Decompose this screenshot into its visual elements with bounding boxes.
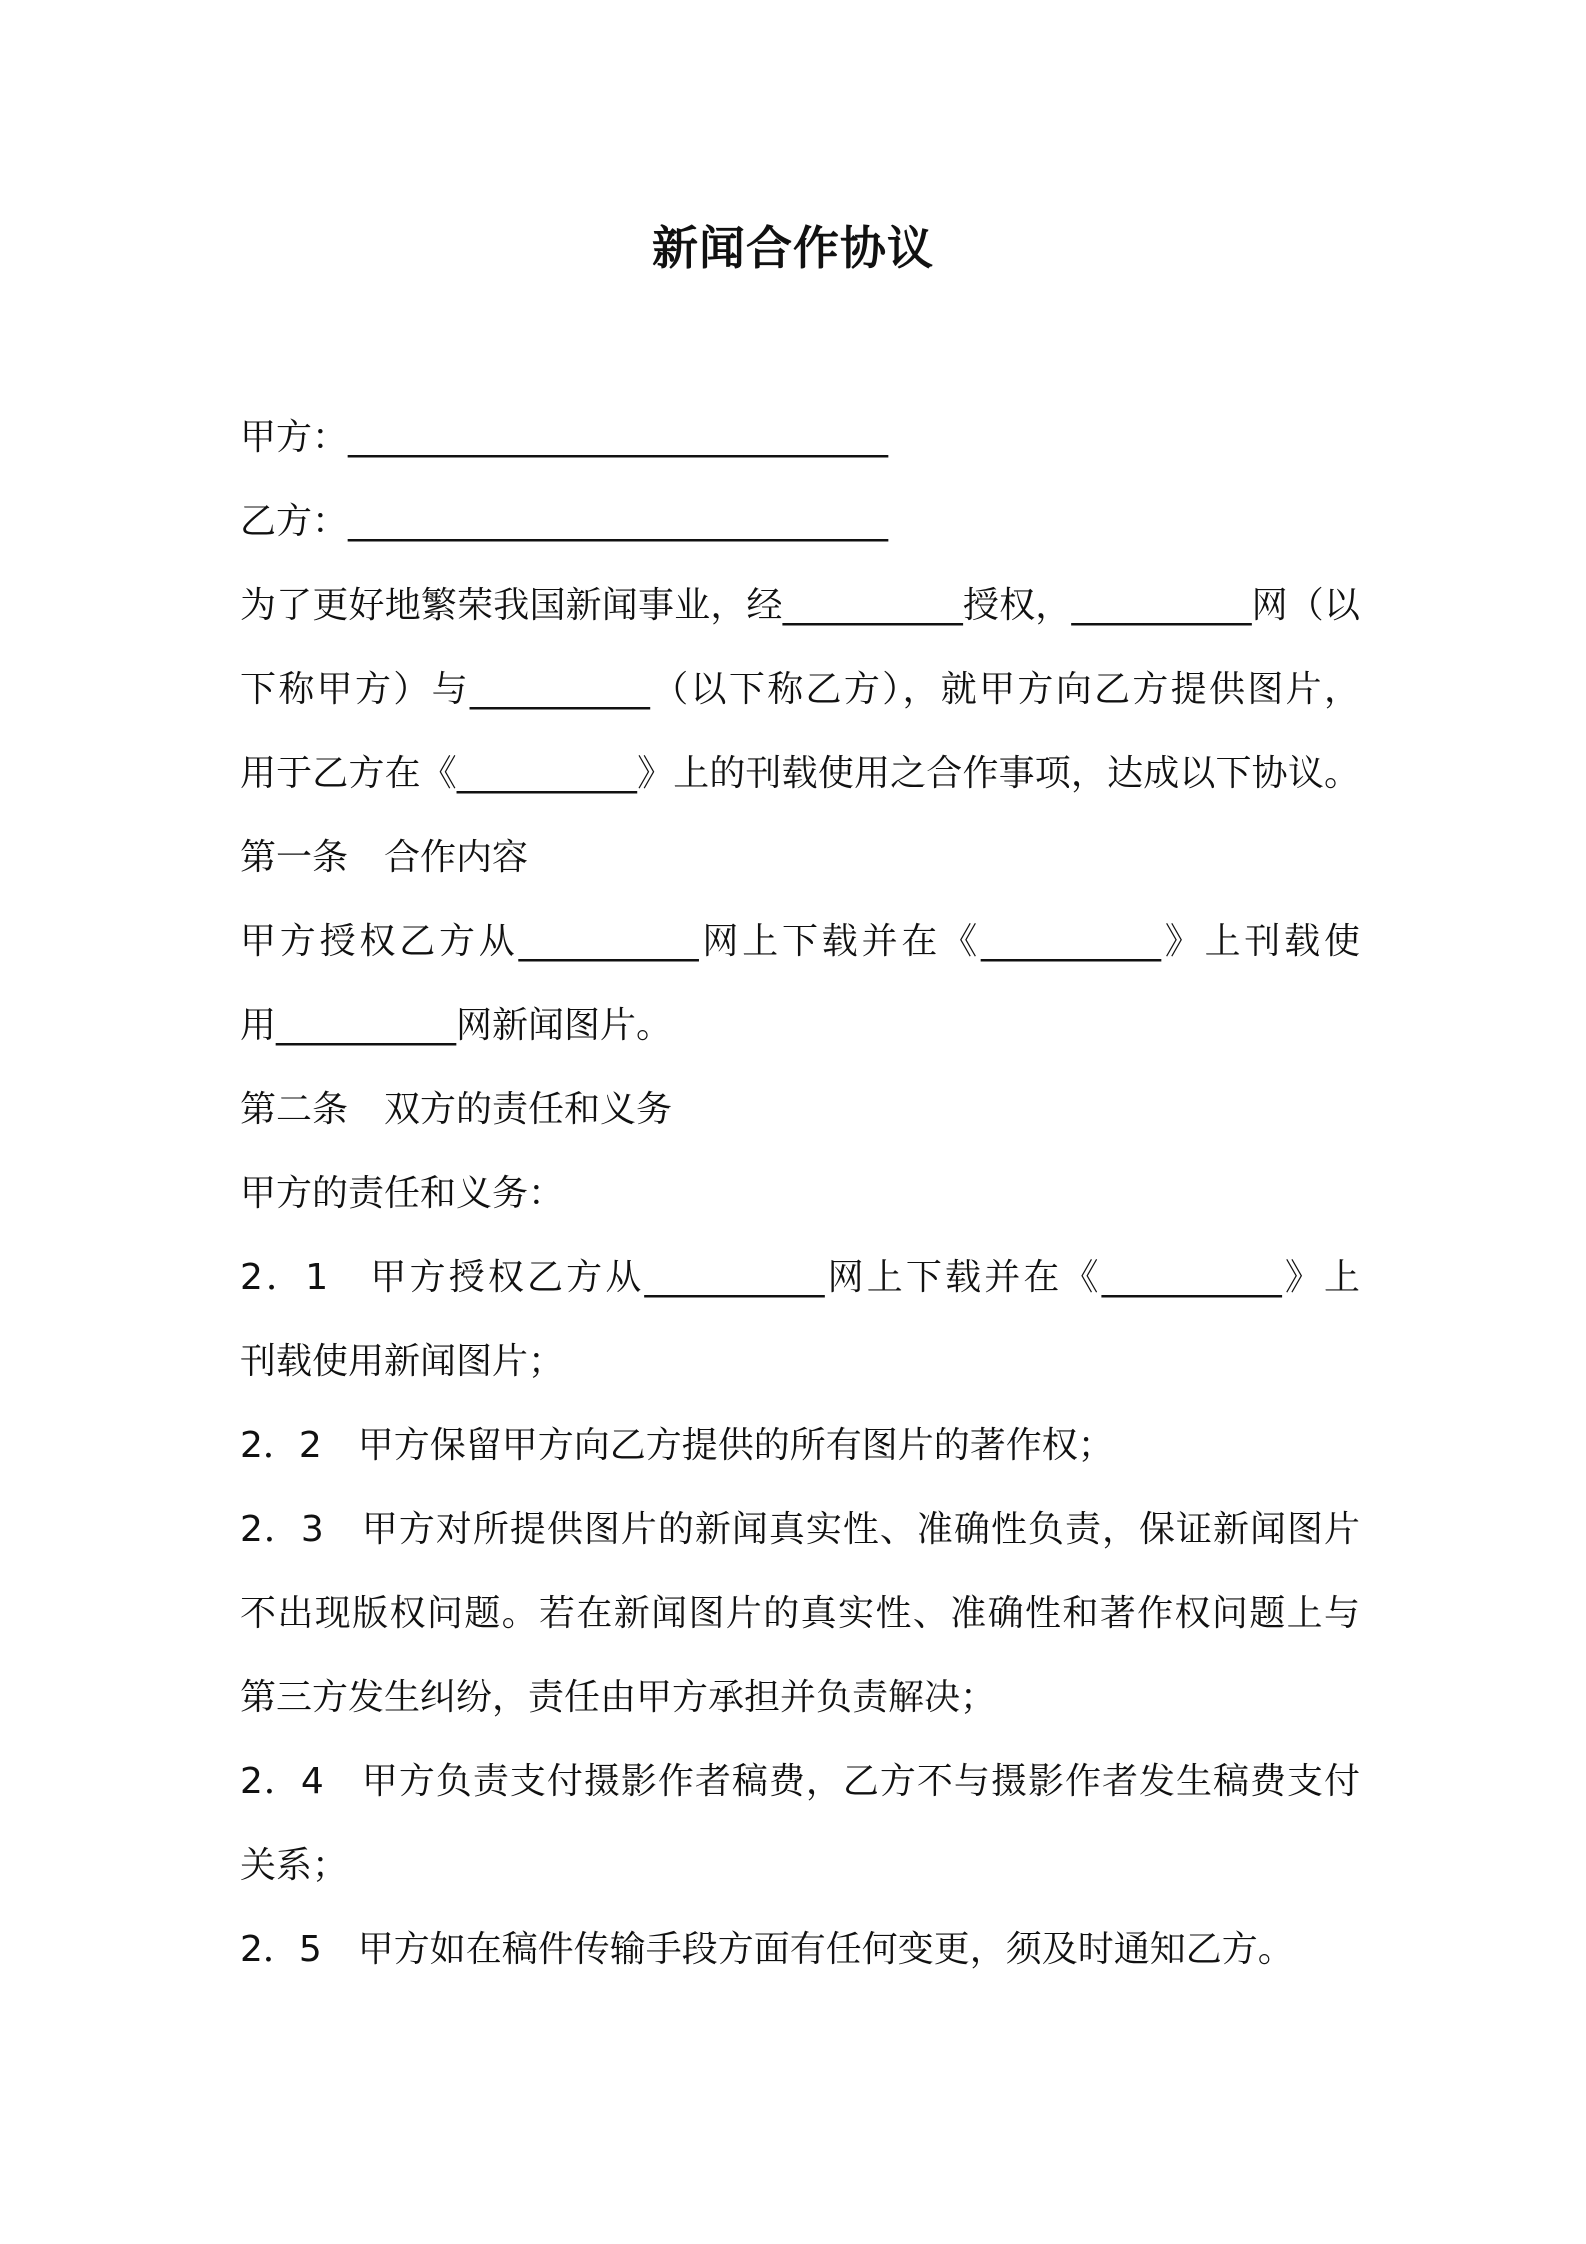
article-2-heading: 第二条 双方的责任和义务 [240, 1089, 673, 1130]
article-1-line-1: 甲方授权乙方从__________网上下载并在《__________》上刊载使 [240, 921, 1360, 962]
intro-line-1: 为了更好地繁荣我国新闻事业，经__________授权，__________网（以 [240, 585, 1360, 626]
article-1-heading: 第一条 合作内容 [240, 837, 529, 878]
clause-2-4-line-1: 2．4 甲方负责支付摄影作者稿费，乙方不与摄影作者发生稿费支付 [240, 1761, 1360, 1802]
article-1-line-2: 用__________网新闻图片。 [240, 1005, 673, 1046]
clause-2-4-line-2: 关系； [240, 1845, 349, 1886]
clause-2-3-line-3: 第三方发生纠纷，责任由甲方承担并负责解决； [240, 1677, 997, 1718]
clause-2-5: 2．5 甲方如在稿件传输手段方面有任何变更，须及时通知乙方。 [240, 1929, 1294, 1970]
clause-2-2: 2．2 甲方保留甲方向乙方提供的所有图片的著作权； [240, 1425, 1114, 1466]
document-title: 新闻合作协议 [652, 221, 934, 275]
party-a-duties-heading: 甲方的责任和义务： [240, 1173, 565, 1214]
clause-2-3-line-1: 2．3 甲方对所提供图片的新闻真实性、准确性负责，保证新闻图片 [240, 1509, 1360, 1550]
clause-2-3-line-2: 不出现版权问题。若在新闻图片的真实性、准确性和著作权问题上与 [240, 1593, 1360, 1634]
party-b-line: 乙方：______________________________ [240, 501, 889, 542]
intro-line-3: 用于乙方在《__________》上的刊载使用之合作事项，达成以下协议。 [240, 753, 1360, 794]
intro-line-2: 下称甲方）与__________（以下称乙方），就甲方向乙方提供图片， [240, 669, 1360, 710]
clause-2-1-line-2: 刊载使用新闻图片； [240, 1341, 565, 1382]
clause-2-1-line-1: 2．1 甲方授权乙方从__________网上下载并在《__________》上 [240, 1257, 1360, 1298]
party-a-line: 甲方：______________________________ [240, 417, 889, 458]
